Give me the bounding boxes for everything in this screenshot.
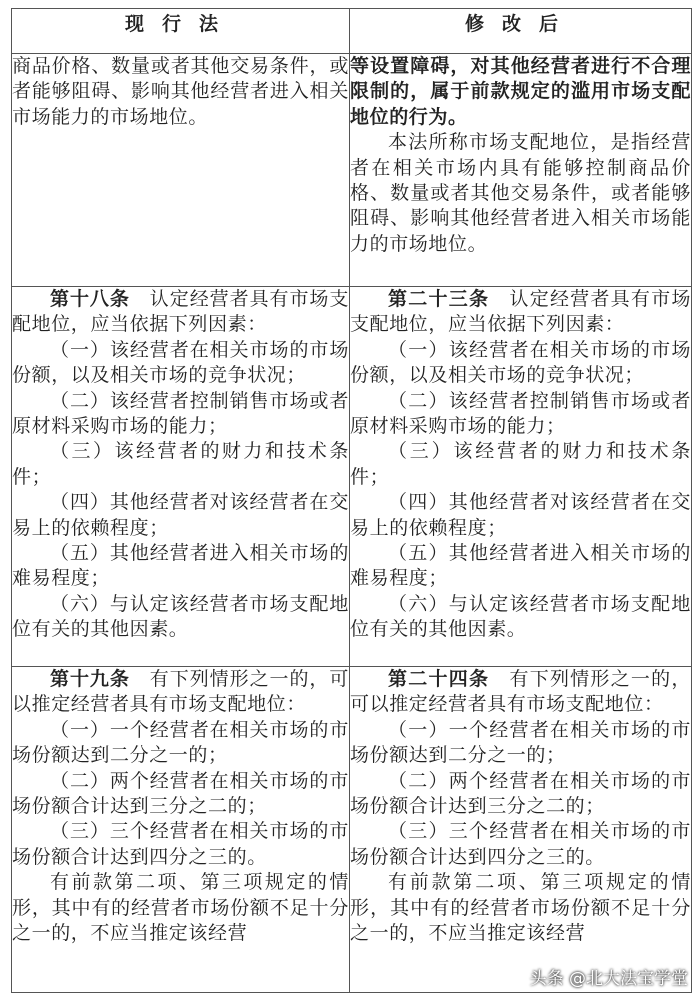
law-paragraph [350,718,691,769]
law-paragraph [350,439,691,490]
paragraph-text: （一）一个经营者在相关市场的市场份额达到二分之一的； [12,718,349,767]
paragraph-text: （五）其他经营者进入相关市场的难易程度； [12,542,349,590]
paragraph-text: （五）其他经营者进入相关市场的难易程度； [350,542,691,590]
paragraph-text: （二）该经营者控制销售市场或者原材料采购市场的能力； [12,389,349,438]
law-paragraph [350,667,691,718]
paragraph-text: 等设置障碍，对其他经营者进行不合理限制的，属于前款规定的滥用市场支配地位的行为。 [350,55,691,128]
current-law-cell [12,287,350,667]
paragraph-text: （一）一个经营者在相关市场的市场份额达到二分之一的； [350,718,691,767]
paragraph-text: （三）该经营者的财力和技术条件； [350,440,691,488]
paragraph-text: （四）其他经营者对该经营者在交易上的依赖程度； [12,491,349,539]
paragraph-text: 有下列情形之一的，可以推定经营者具有市场支配地位： [350,668,691,716]
paragraph-text: 商品价格、数量或者其他交易条件，或者能够阻碍、影响其他经营者进入相关市场能力的市场地位。 [12,55,349,128]
law-paragraph [350,130,691,257]
law-paragraph [12,439,349,490]
law-paragraph [12,287,349,338]
law-paragraph [350,389,691,440]
law-paragraph [350,490,691,541]
paragraph-text: （六）与认定该经营者市场支配地位有关的其他因素。 [12,592,349,641]
law-paragraph [350,54,691,130]
law-paragraph [12,389,349,440]
paragraph-text: 有下列情形之一的，可以推定经营者具有市场支配地位： [12,668,349,716]
revised-cell [350,667,692,993]
article-number: 第十八条 [50,288,130,310]
current-law-cell [12,667,350,993]
article-number: 第二十四条 [388,668,490,690]
law-paragraph [12,870,349,946]
paragraph-text: （四）其他经营者对该经营者在交易上的依赖程度； [350,491,691,539]
law-paragraph [12,667,349,718]
law-paragraph [350,592,691,643]
paragraph-text: （六）与认定该经营者市场支配地位有关的其他因素。 [350,592,691,641]
article-number: 第十九条 [50,668,130,690]
paragraph-text: （二）该经营者控制销售市场或者原材料采购市场的能力； [350,389,691,438]
law-paragraph [12,338,349,389]
law-paragraph [12,718,349,769]
paragraph-text: 认定经营者具有市场支配地位，应当依据下列因素： [350,288,691,336]
table-row [12,287,692,667]
law-paragraph [350,870,691,946]
paragraph-text: （一）该经营者在相关市场的市场份额，以及相关市场的竞争状况； [12,338,349,387]
law-paragraph [350,338,691,389]
paragraph-text: 认定经营者具有市场支配地位，应当依据下列因素： [12,288,349,336]
law-paragraph [12,769,349,820]
source-watermark: 头条 @北大法宝学堂 [529,969,688,989]
paragraph-text: 有前款第二项、第三项规定的情形，其中有的经营者市场份额不足十分之一的，不应当推定该经营 [12,871,349,945]
paragraph-text: （三）该经营者的财力和技术条件； [12,440,349,488]
law-paragraph [350,769,691,820]
paragraph-text: （一）该经营者在相关市场的市场份额，以及相关市场的竞争状况； [350,338,691,387]
header-row [12,9,692,54]
column-header-revised: 修改后 [350,9,692,54]
paragraph-text: （三）三个经营者在相关市场的市场份额合计达到四分之三的。 [12,820,349,868]
revised-cell [350,287,692,667]
law-paragraph [12,54,349,130]
law-paragraph [12,490,349,541]
law-paragraph [350,287,691,338]
law-paragraph [12,541,349,592]
comparison-table [11,8,692,993]
paragraph-text: （三）三个经营者在相关市场的市场份额合计达到四分之三的。 [350,820,691,868]
paragraph-text: 有前款第二项、第三项规定的情形，其中有的经营者市场份额不足十分之一的，不应当推定该经营 [350,871,691,945]
law-paragraph [12,819,349,870]
paragraph-text: （二）两个经营者在相关市场的市场份额合计达到三分之二的； [12,769,349,818]
law-paragraph [350,541,691,592]
column-header-current-law: 现行法 [12,9,350,54]
table-row [12,54,692,287]
paragraph-text: （二）两个经营者在相关市场的市场份额合计达到三分之二的； [350,769,691,818]
current-law-cell [12,54,350,287]
paragraph-text: 本法所称市场支配地位，是指经营者在相关市场内具有能够控制商品价格、数量或者其他交易条件，或者能够阻碍、影响其他经营者进入相关市场能力的市场地位。 [350,131,691,255]
article-number: 第二十三条 [388,288,490,310]
table-row [12,667,692,993]
revised-cell [350,54,692,287]
law-paragraph [350,819,691,870]
law-paragraph [12,592,349,643]
